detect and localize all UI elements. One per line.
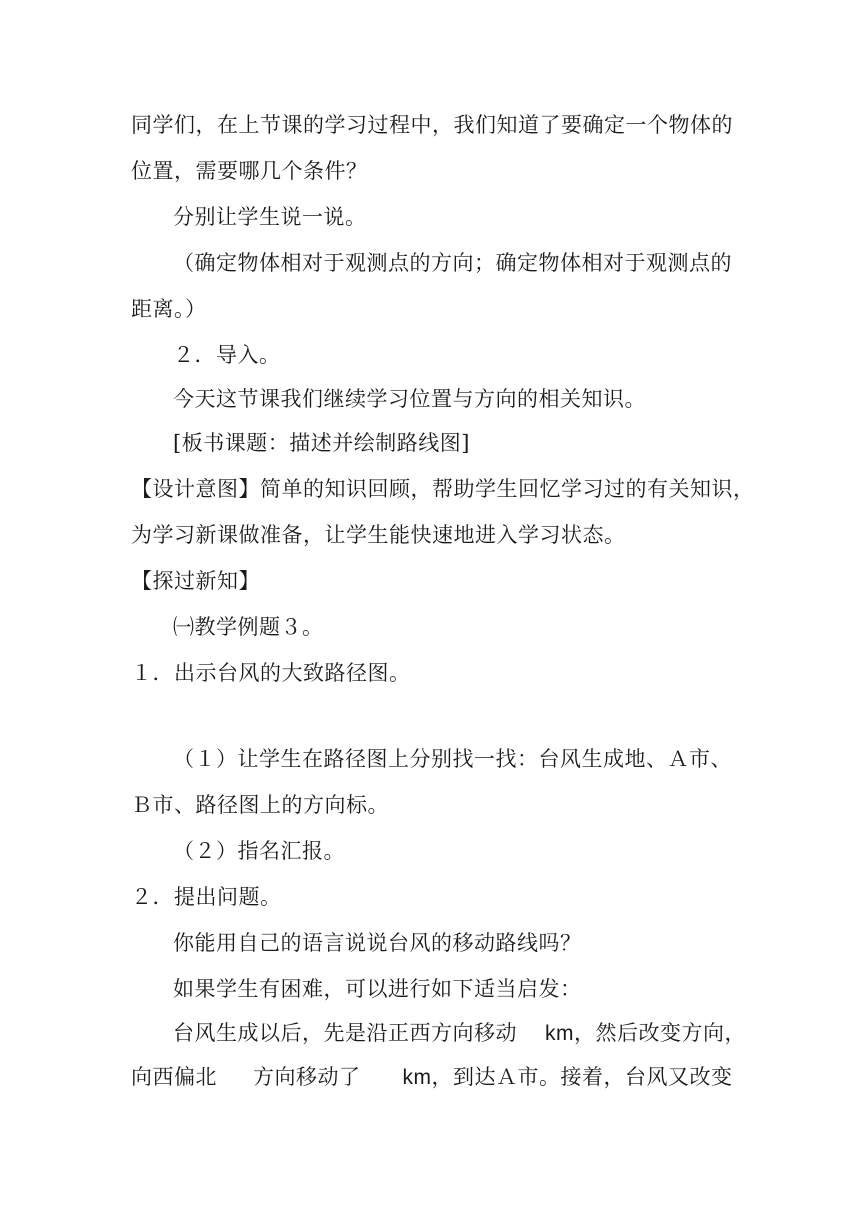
- unit-text: km: [402, 1066, 432, 1089]
- paragraph-line: ㈠教学例题３。: [173, 615, 324, 639]
- paragraph-line: 今天这节课我们继续学习位置与方向的相关知识。: [173, 387, 646, 411]
- paragraph-line: 位置，需要哪几个条件？: [131, 159, 368, 183]
- paragraph-line: （２）指名汇报。: [173, 839, 345, 863]
- fill-blank-line: [173, 1018, 746, 1049]
- fill-blank-text: 向西偏北: [131, 1065, 217, 1089]
- paragraph-line: ２．导入。: [173, 343, 281, 367]
- fill-blank-text: 方向移动了: [253, 1065, 361, 1089]
- paragraph-line: 距离。）: [131, 297, 207, 321]
- fill-blank-text: 台风生成以后，先是沿正西方向移动: [173, 1021, 517, 1045]
- unit-text: km: [545, 1022, 574, 1045]
- paragraph-line: [板书课题：描述并绘制路线图]: [173, 431, 470, 455]
- paragraph-line: （１）让学生在路径图上分别找一找：台风生成地、Ａ市、: [173, 747, 732, 771]
- section-heading: 【探过新知】: [131, 569, 260, 593]
- paragraph-line: 你能用自己的语言说说台风的移动路线吗？: [173, 931, 582, 955]
- paragraph-line: ２．提出问题。: [131, 885, 282, 909]
- paragraph-line: 同学们，在上节课的学习过程中，我们知道了要确定一个物体的: [131, 113, 733, 137]
- paragraph-line: 为学习新课做准备，让学生能快速地进入学习状态。: [131, 523, 626, 547]
- fill-blank-text: ，到达Ａ市。接着，台风又改变: [431, 1065, 733, 1089]
- paragraph-line: 分别让学生说一说。: [173, 205, 367, 229]
- paragraph-line: １．出示台风的大致路径图。: [131, 661, 411, 685]
- paragraph-line: （确定物体相对于观测点的方向；确定物体相对于观测点的: [173, 251, 732, 275]
- paragraph-line: Ｂ市、路径图上的方向标。: [131, 793, 389, 817]
- paragraph-line: 【设计意图】简单的知识回顾，帮助学生回忆学习过的有关知识，: [131, 477, 755, 501]
- fill-blank-text: ，然后改变方向，: [574, 1021, 746, 1045]
- fill-blank-line: [131, 1062, 733, 1093]
- paragraph-line: 如果学生有困难，可以进行如下适当启发：: [173, 977, 582, 1001]
